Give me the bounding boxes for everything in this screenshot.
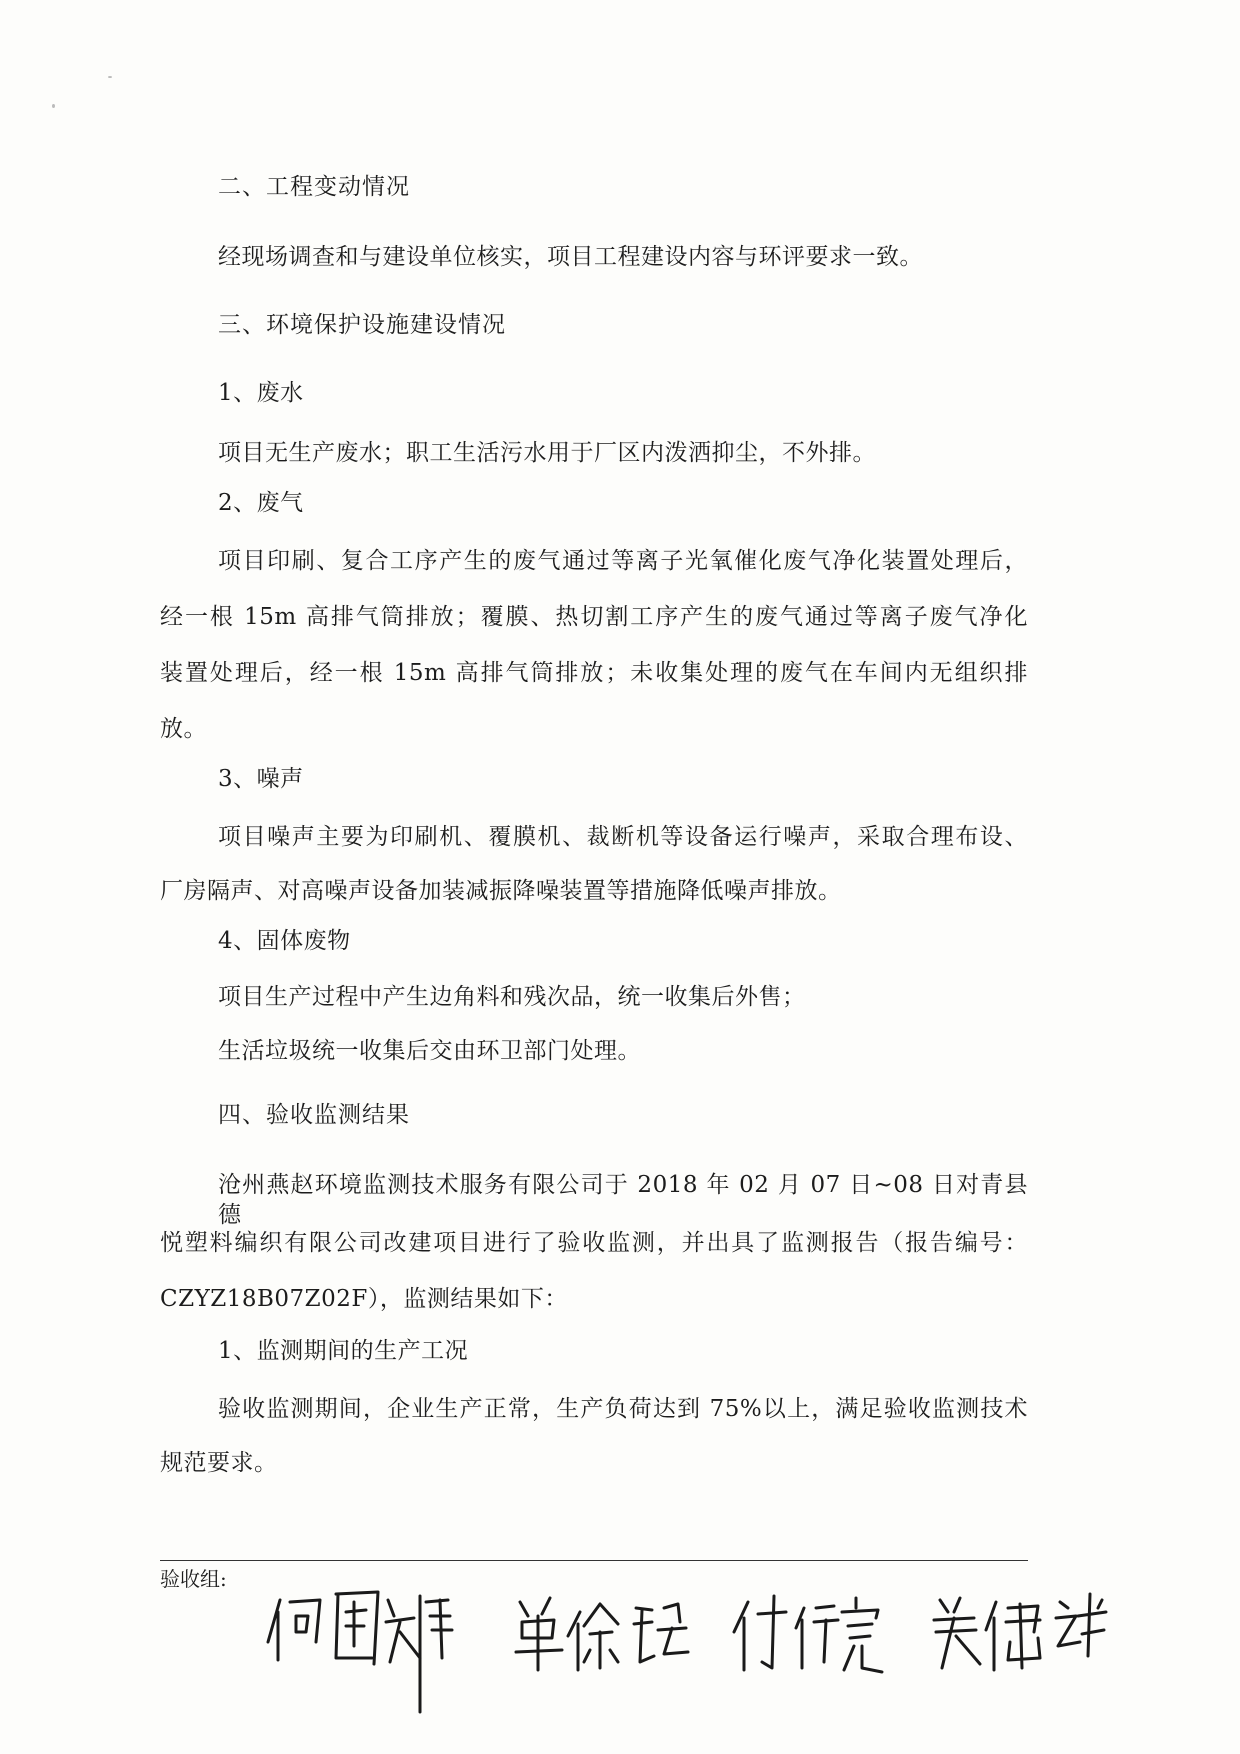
- section-2-heading: 二、工程变动情况: [218, 174, 410, 200]
- scan-speck: [52, 104, 55, 108]
- solid-waste-line-2: 生活垃圾统一收集后交由环卫部门处理。: [218, 1038, 641, 1064]
- section-4-line-1: 沧州燕赵环境监测技术服务有限公司于 2018 年 02 月 07 日~08 日对青县德: [218, 1172, 1028, 1228]
- signature-3: [734, 1596, 882, 1672]
- waste-gas-line-2: 经一根 15m 高排气筒排放；覆膜、热切割工序产生的废气通过等离子废气净化: [160, 604, 1028, 630]
- wastewater-heading: 1、废水: [218, 380, 304, 406]
- section-4-heading: 四、验收监测结果: [218, 1102, 410, 1128]
- solid-waste-line-1: 项目生产过程中产生边角料和残次品，统一收集后外售；: [218, 984, 806, 1010]
- waste-gas-line-4: 放。: [160, 716, 207, 742]
- section-2-body: 经现场调查和与建设单位核实，项目工程建设内容与环评要求一致。: [218, 244, 923, 270]
- scan-speck: [108, 76, 112, 78]
- production-conditions-line-1: 验收监测期间，企业生产正常，生产负荷达到 75%以上，满足验收监测技术: [218, 1396, 1028, 1422]
- waste-gas-line-3: 装置处理后，经一根 15m 高排气筒排放；未收集处理的废气在车间内无组织排: [160, 660, 1028, 686]
- section-4-line-3: CZYZ18B07Z02F），监测结果如下：: [160, 1286, 568, 1312]
- waste-gas-heading: 2、废气: [218, 490, 304, 516]
- signature-2: [516, 1598, 688, 1670]
- handwritten-signatures: [250, 1572, 1110, 1722]
- noise-heading: 3、噪声: [218, 766, 304, 792]
- production-conditions-heading: 1、监测期间的生产工况: [218, 1338, 469, 1364]
- section-3-heading: 三、环境保护设施建设情况: [218, 312, 506, 338]
- signature-1: [268, 1592, 452, 1712]
- solid-waste-heading: 4、固体废物: [218, 928, 351, 954]
- wastewater-body: 项目无生产废水；职工生活污水用于厂区内泼洒抑尘，不外排。: [218, 440, 876, 466]
- signature-4: [934, 1598, 1040, 1670]
- noise-line-1: 项目噪声主要为印刷机、覆膜机、裁断机等设备运行噪声，采取合理布设、: [218, 824, 1028, 850]
- signature-rule: [160, 1560, 1028, 1561]
- waste-gas-line-1: 项目印刷、复合工序产生的废气通过等离子光氧催化废气净化装置处理后，: [218, 548, 1028, 574]
- signature-5: [1056, 1594, 1106, 1656]
- noise-line-2: 厂房隔声、对高噪声设备加装减振降噪装置等措施降低噪声排放。: [160, 878, 842, 904]
- acceptance-group-label: 验收组:: [160, 1567, 227, 1591]
- section-4-line-2: 悦塑料编织有限公司改建项目进行了验收监测，并出具了监测报告（报告编号：: [160, 1230, 1028, 1256]
- production-conditions-line-2: 规范要求。: [160, 1450, 278, 1476]
